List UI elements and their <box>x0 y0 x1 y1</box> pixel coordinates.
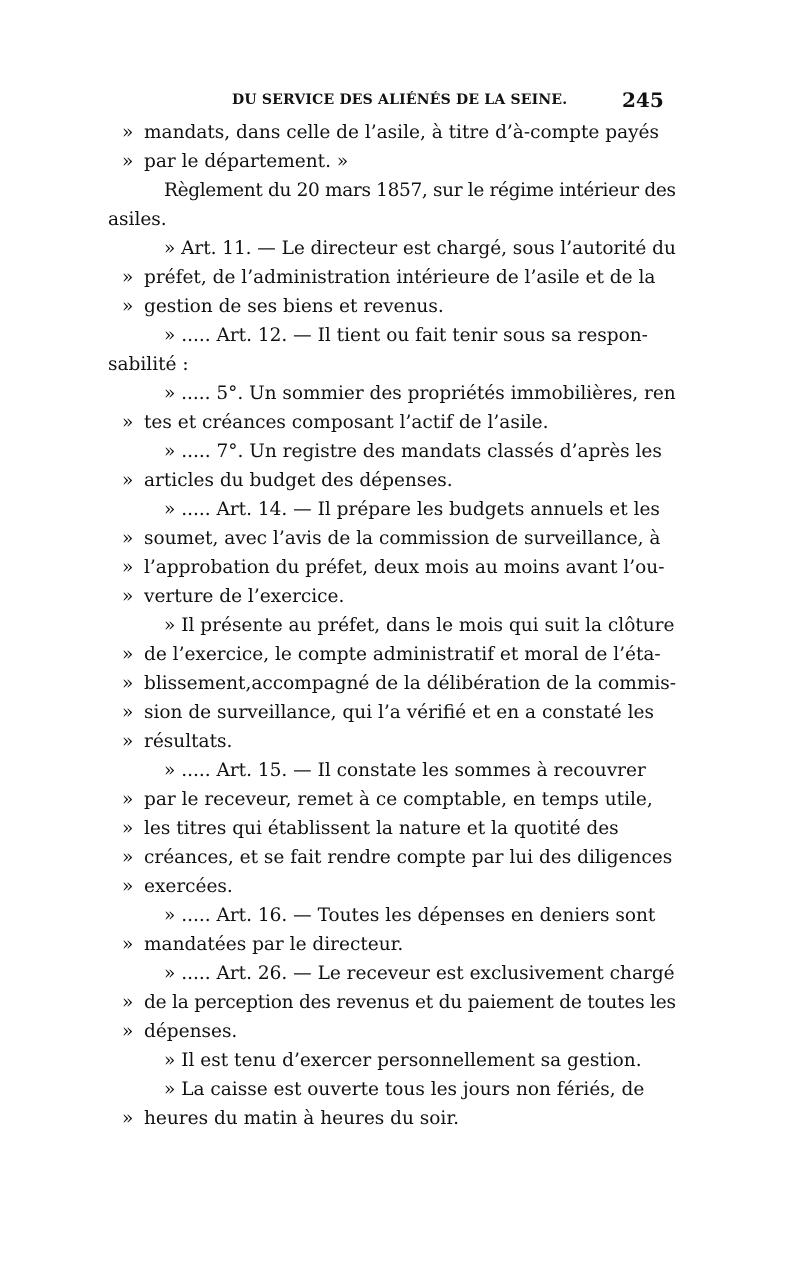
quote-mark: » <box>122 122 134 143</box>
quote-mark: » <box>122 151 134 172</box>
text-line <box>108 466 676 495</box>
text-line <box>108 727 676 756</box>
line-text: créances, et se fait rendre compte par lui des diligences <box>144 847 673 868</box>
text-line <box>108 814 676 843</box>
text-line <box>108 698 676 727</box>
text-line <box>108 118 676 147</box>
running-head: DU SERVICE DES ALIÉNÉS DE LA SEINE. <box>232 92 568 108</box>
quote-mark: » <box>122 876 134 897</box>
text-line <box>108 408 676 437</box>
line-text: » ..... 7°. Un registre des mandats classés d’après les <box>164 441 662 462</box>
line-text: tes et créances composant l’actif de l’asile. <box>144 412 549 433</box>
quote-mark: » <box>122 992 134 1013</box>
text-line <box>108 350 676 379</box>
text-line <box>108 321 676 350</box>
body-text <box>108 118 676 1133</box>
quote-mark: » <box>122 818 134 839</box>
text-line <box>108 582 676 611</box>
line-text: heures du matin à heures du soir. <box>144 1108 460 1129</box>
quote-mark: » <box>122 934 134 955</box>
line-text: » ..... Art. 14. — Il prépare les budgets annuels et les <box>164 499 660 520</box>
text-line <box>108 553 676 582</box>
line-text: de la perception des revenus et du paiement de toutes les <box>144 992 676 1013</box>
line-text: l’approbation du préfet, deux mois au moins avant l’ou- <box>144 557 665 578</box>
text-line <box>108 263 676 292</box>
line-text: » ..... Art. 15. — Il constate les sommes à recouvrer <box>164 760 646 781</box>
text-line <box>108 495 676 524</box>
quote-mark: » <box>122 702 134 723</box>
text-line <box>108 988 676 1017</box>
text-line <box>108 205 676 234</box>
quote-mark: » <box>122 528 134 549</box>
text-line <box>108 611 676 640</box>
quote-mark: » <box>122 557 134 578</box>
quote-mark: » <box>122 296 134 317</box>
quote-mark: » <box>122 847 134 868</box>
line-text: dépenses. <box>144 1021 238 1042</box>
text-line <box>108 292 676 321</box>
line-text: verture de l’exercice. <box>144 586 345 607</box>
line-text: sabilité : <box>108 354 189 375</box>
text-line <box>108 756 676 785</box>
quote-mark: » <box>122 267 134 288</box>
quote-mark: » <box>122 412 134 433</box>
line-text: soumet, avec l’avis de la commission de surveillance, à <box>144 528 661 549</box>
text-line <box>108 1017 676 1046</box>
quote-mark: » <box>122 673 134 694</box>
text-line <box>108 524 676 553</box>
text-line <box>108 930 676 959</box>
line-text: par le receveur, remet à ce comptable, en temps utile, <box>144 789 653 810</box>
line-text: mandatées par le directeur. <box>144 934 404 955</box>
line-text: mandats, dans celle de l’asile, à titre d’à-compte payés <box>144 122 660 143</box>
text-line <box>108 669 676 698</box>
line-text: » ..... 5°. Un sommier des propriétés immobilières, ren <box>164 383 676 404</box>
text-line <box>108 379 676 408</box>
line-text: » Il présente au préfet, dans le mois qui suit la clôture <box>164 615 675 636</box>
line-text: les titres qui établissent la nature et la quotité des <box>144 818 619 839</box>
line-text: articles du budget des dépenses. <box>144 470 453 491</box>
line-text: résultats. <box>144 731 233 752</box>
line-text: sion de surveillance, qui l’a vérifié et en a constaté les <box>144 702 654 723</box>
quote-mark: » <box>122 731 134 752</box>
line-text: » La caisse est ouverte tous les jours non fériés, de <box>164 1079 645 1100</box>
text-line <box>108 959 676 988</box>
text-line <box>108 234 676 263</box>
line-text: de l’exercice, le compte administratif et moral de l’éta- <box>144 644 661 665</box>
line-text: par le département. » <box>144 151 349 172</box>
text-line <box>108 1075 676 1104</box>
text-line <box>108 901 676 930</box>
line-text: asiles. <box>108 209 167 230</box>
text-line <box>108 872 676 901</box>
text-line <box>108 843 676 872</box>
quote-mark: » <box>122 1021 134 1042</box>
line-text: Règlement du 20 mars 1857, sur le régime intérieur des <box>164 180 676 201</box>
quote-mark: » <box>122 789 134 810</box>
line-text: » ..... Art. 16. — Toutes les dépenses en deniers sont <box>164 905 656 926</box>
line-text: blissement,accompagné de la délibération de la commis- <box>144 673 677 694</box>
quote-mark: » <box>122 644 134 665</box>
line-text: préfet, de l’administration intérieure de l’asile et de la <box>144 267 656 288</box>
text-line <box>108 437 676 466</box>
text-line <box>108 785 676 814</box>
quote-mark: » <box>122 1108 134 1129</box>
text-line <box>108 640 676 669</box>
line-text: » ..... Art. 26. — Le receveur est exclusivement chargé <box>164 963 675 984</box>
line-text: » ..... Art. 12. — Il tient ou fait tenir sous sa respon- <box>164 325 648 346</box>
line-text: gestion de ses biens et revenus. <box>144 296 444 317</box>
text-line <box>108 147 676 176</box>
text-line <box>108 1104 676 1133</box>
page-number: 245 <box>622 88 664 112</box>
quote-mark: » <box>122 470 134 491</box>
text-line <box>108 1046 676 1075</box>
quote-mark: » <box>122 586 134 607</box>
text-line <box>108 176 676 205</box>
line-text: exercées. <box>144 876 233 897</box>
line-text: » Il est tenu d’exercer personnellement sa gestion. <box>164 1050 642 1071</box>
line-text: » Art. 11. — Le directeur est chargé, sous l’autorité du <box>164 238 676 259</box>
